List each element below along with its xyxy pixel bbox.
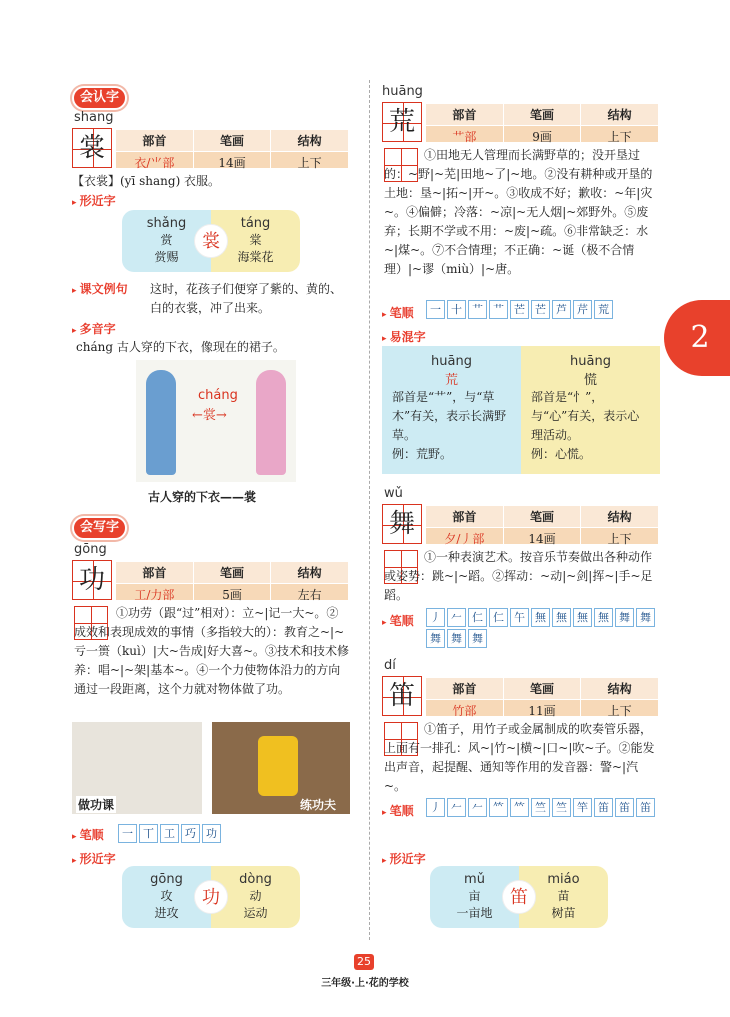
char-box (382, 102, 422, 142)
header: 笔画 (194, 562, 271, 584)
char-box (72, 128, 112, 168)
figure-man (146, 370, 176, 475)
example-word: 进攻 (154, 906, 179, 920)
book-footer: 三年级·上·花的学校 (321, 978, 409, 989)
example-word: 树苗 (551, 906, 576, 920)
definition: ①功劳（跟“过”相对）：立~|记一大~。②成效和表现成效的事情（多指较大的）：教育之~|~亏一篑（kuì）|大~告成|好大喜~。③技术和技术修养：唱~|~架|基本~。④一个力使物体沿力的方向通过一段距离，这个力就对物体做了功。 (74, 606, 350, 696)
stroke-step: 舞 (615, 608, 634, 627)
header: 笔画 (504, 104, 581, 126)
stroke-order (426, 608, 662, 648)
stroke-step: 工 (160, 824, 179, 843)
header: 部首 (116, 562, 193, 584)
similar-char: 动 (249, 889, 262, 903)
stroke-step: 芒 (510, 300, 529, 319)
stroke-order (426, 798, 662, 817)
pinyin: miáo (547, 872, 580, 887)
example-word: 运动 (243, 906, 268, 920)
definition: ①笛子，用竹子或金属制成的吹奏管乐器，上面有一排孔：风~|竹~|横~|口~|吹~子。②能发出声音，起提醒、通知等作用的发音器：警~|汽~。 (384, 722, 655, 793)
similar-char: 赏 (160, 233, 173, 247)
stroke-step: 竺 (552, 798, 571, 817)
stroke-step: 舞 (426, 629, 445, 648)
structure: 上下 (607, 130, 632, 144)
radical: 竹部 (452, 704, 477, 718)
pinyin: shǎng (146, 216, 187, 231)
example-word: 海棠花 (237, 250, 274, 264)
photo-kungfu (212, 722, 350, 814)
header: 部首 (116, 130, 193, 152)
stroke-order (426, 300, 613, 319)
pinyin: gōng (150, 872, 183, 887)
structure: 上下 (297, 156, 322, 170)
pinyin: dí (384, 658, 396, 673)
stroke-step: 艹 (468, 300, 487, 319)
confusable-example: 例：心慌。 (531, 447, 592, 461)
stroke-step: 丿 (426, 798, 445, 817)
radical: 工/力部 (134, 588, 175, 602)
column-divider (369, 80, 370, 940)
structure: 上下 (607, 532, 632, 546)
stroke-step: 無 (573, 608, 592, 627)
stroke-step: 一 (426, 300, 445, 319)
stroke-step: 竿 (573, 798, 592, 817)
pinyin: gōng (74, 542, 107, 557)
label-stroke-order: ▸ 笔顺 (72, 826, 104, 843)
radical: 衣/⺌部 (134, 156, 175, 170)
header: 笔画 (504, 678, 581, 700)
label-polyphone: ▸ 多音字 (72, 320, 116, 337)
stroke-step: 舞 (468, 629, 487, 648)
char-box (72, 560, 112, 600)
stroke-step: 荒 (594, 300, 613, 319)
stroke-step: 𥫗 (510, 798, 529, 817)
label-stroke-order: ▸ 笔顺 (382, 612, 414, 629)
stroke-count: 9画 (532, 130, 552, 144)
center-char: 裳 (194, 224, 228, 258)
stroke-step: 芹 (573, 300, 592, 319)
char-info-table (116, 562, 348, 600)
confusable-char: 荒 (444, 373, 458, 388)
char-box (382, 504, 422, 544)
confusable-example: 例：荒野。 (392, 447, 453, 461)
stroke-count: 5画 (222, 588, 242, 602)
pinyin: táng (240, 216, 271, 231)
stroke-step: 笛 (636, 798, 655, 817)
stroke-step: 𠂉 (447, 608, 466, 627)
stroke-step: 笛 (594, 798, 613, 817)
label-example-sentence: ▸ 课文例句 (72, 280, 128, 297)
arrow-label: ←裳→ (192, 408, 227, 423)
definition: ①田地无人管理而长满野草的；没开垦过的：~野|~芜|田地~了|~地。②没有耕种或开垦的土地：垦~|拓~|开~。③收成不好；歉收：~年|灾~。④偏僻；冷落：~凉|~无人烟|~郊野外。⑤废弃；长期不学或不用：~废|~疏。⑥非常缺乏：水~|煤~。⑦不合情理；不正确：~诞（极不合情理）|~谬（miù）|~唐。 (384, 148, 653, 276)
similar-char: 亩 (468, 889, 481, 903)
figure-woman (256, 370, 286, 475)
pinyin: mǔ (464, 872, 485, 887)
radical: 艹部 (452, 130, 477, 144)
stroke-step: 巧 (181, 824, 200, 843)
stroke-step: 舞 (636, 608, 655, 627)
ancient-clothing-illustration (136, 360, 296, 482)
stroke-step: 𠂉 (447, 798, 466, 817)
stroke-step: 丅 (139, 824, 158, 843)
radical: 夕/丿部 (444, 532, 485, 546)
stroke-step: 笛 (615, 798, 634, 817)
illustration-caption: 古人穿的下衣——裳 (148, 490, 257, 504)
header: 部首 (426, 678, 503, 700)
stroke-step: 無 (594, 608, 613, 627)
similar-char: 苗 (557, 889, 570, 903)
stroke-order (118, 824, 221, 843)
confusable-right (521, 346, 660, 474)
char-info-table (116, 130, 348, 168)
header: 结构 (581, 678, 658, 700)
label-similar: ▸ 形近字 (72, 850, 116, 867)
header: 部首 (426, 506, 503, 528)
definition: ①一种表演艺术。按音乐节奏做出各种动作或姿势：跳~|~蹈。②挥动：~动|~剑|挥~|手~足蹈。 (384, 550, 653, 602)
center-char: 功 (194, 880, 228, 914)
photo-caption: 练功夫 (300, 798, 337, 812)
stroke-step: 丿 (426, 608, 445, 627)
char-info-table (426, 506, 658, 544)
confusable-explain: 部首是“忄”，与“心”有关，表示心理活动。 (531, 390, 640, 442)
chapter-tab[interactable]: 2 (664, 300, 730, 376)
character: 舞 (388, 509, 415, 539)
char-info-table (426, 104, 658, 142)
label-similar: ▸ 形近字 (382, 850, 426, 867)
label-confusable: ▸ 易混字 (382, 328, 426, 345)
stroke-count: 14画 (528, 532, 556, 546)
header: 结构 (581, 506, 658, 528)
stroke-step: 無 (531, 608, 550, 627)
word-note: 【衣裳】(yī shang) 衣服。 (72, 174, 221, 188)
header: 笔画 (194, 130, 271, 152)
header: 结构 (271, 562, 348, 584)
header: 笔画 (504, 506, 581, 528)
pinyin: dòng (239, 872, 272, 887)
pinyin: cháng (198, 388, 238, 403)
character: 裳 (78, 133, 105, 163)
confusable-explain: 部首是“艹”，与“草木”有关，表示长满野草。 (392, 390, 507, 442)
photo-homework (72, 722, 202, 814)
header: 部首 (426, 104, 503, 126)
character: 荒 (388, 107, 415, 137)
stroke-step: 竺 (531, 798, 550, 817)
pinyin: wǔ (384, 486, 403, 501)
structure: 上下 (607, 704, 632, 718)
stroke-step: 芒 (531, 300, 550, 319)
polyphone-note: cháng 古人穿的下衣，像现在的裙子。 (76, 340, 285, 354)
pinyin: huāng (382, 84, 423, 99)
stroke-step: 仁 (489, 608, 508, 627)
stroke-step: 午 (510, 608, 529, 627)
confusable-char: 慌 (583, 373, 597, 388)
stroke-step: 𠂉 (468, 798, 487, 817)
character: 笛 (388, 681, 415, 711)
example-word: 赏赐 (154, 250, 179, 264)
pinyin: huāng (431, 354, 472, 369)
stroke-step: 芦 (552, 300, 571, 319)
page-number: 25 (354, 954, 374, 970)
header: 结构 (581, 104, 658, 126)
stroke-step: 艹 (489, 300, 508, 319)
label-stroke-order: ▸ 笔顺 (382, 304, 414, 321)
header: 结构 (271, 130, 348, 152)
stroke-step: 仁 (468, 608, 487, 627)
section-title-write: 会写字 (72, 516, 127, 540)
confusable-char-card (382, 346, 660, 474)
stroke-step: 功 (202, 824, 221, 843)
center-char: 笛 (502, 880, 536, 914)
stroke-step: 十 (447, 300, 466, 319)
label-stroke-order: ▸ 笔顺 (382, 802, 414, 819)
stroke-count: 14画 (218, 156, 246, 170)
stroke-count: 11画 (528, 704, 556, 718)
pinyin: shang (74, 110, 114, 125)
similar-char: 攻 (160, 889, 173, 903)
confusable-left (382, 346, 521, 474)
stroke-step: 𥫗 (489, 798, 508, 817)
structure: 左右 (297, 588, 322, 602)
character: 功 (78, 565, 105, 595)
char-box (382, 676, 422, 716)
example-sentence: 这时，花孩子们便穿了紫的、黄的、白的衣裳，冲了出来。 (150, 282, 343, 315)
pinyin: huāng (570, 354, 611, 369)
similar-char: 棠 (249, 233, 262, 247)
section-title-recognize: 会认字 (72, 86, 127, 110)
char-info-table (426, 678, 658, 716)
stroke-step: 一 (118, 824, 137, 843)
stroke-step: 無 (552, 608, 571, 627)
example-word: 一亩地 (456, 906, 493, 920)
stroke-step: 舞 (447, 629, 466, 648)
figure-kungfu (258, 736, 298, 796)
photo-caption: 做功课 (78, 798, 115, 812)
label-similar: ▸ 形近字 (72, 192, 116, 209)
